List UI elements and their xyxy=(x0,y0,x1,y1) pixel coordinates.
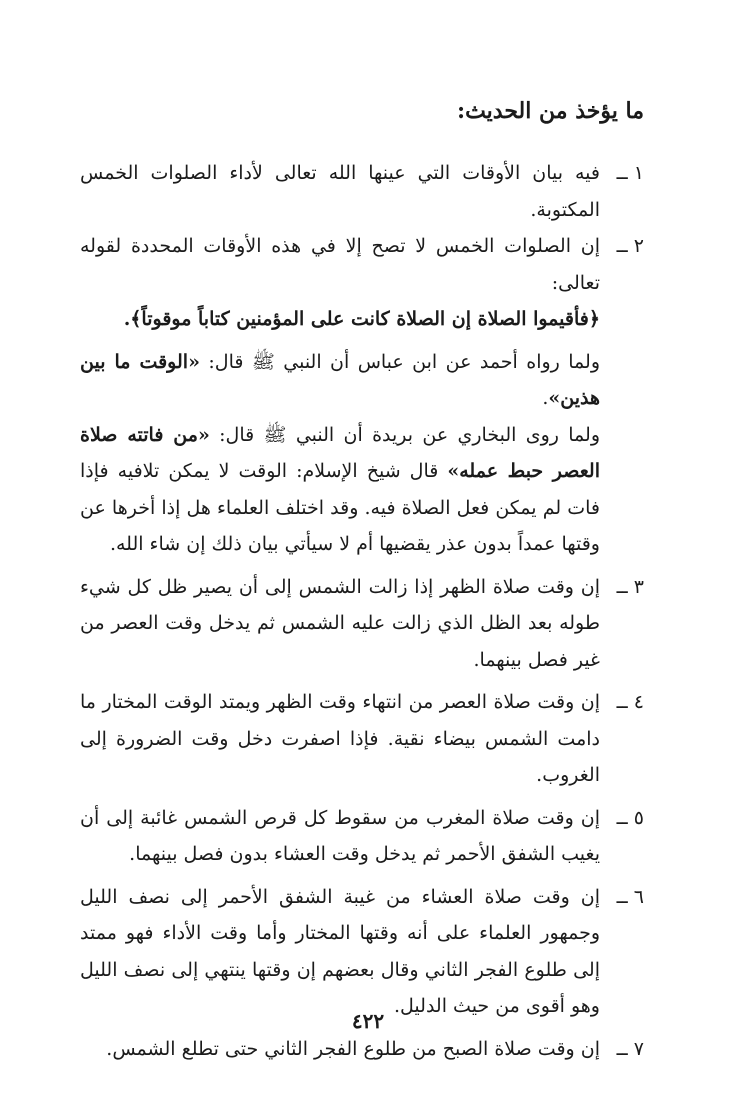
page-number: ٤٢٢ xyxy=(351,1009,385,1033)
list-item-4 xyxy=(80,684,644,794)
item-number: ٣ ــ xyxy=(616,575,644,598)
paragraph: إن الصلوات الخمس لا تصح إلا في هذه الأوقات المحددة لقوله تعالى: xyxy=(80,235,600,294)
item-text xyxy=(80,684,600,794)
paragraph: فيه بيان الأوقات التي عينها الله تعالى لأداء الصلوات الخمس المكتوبة. xyxy=(80,162,600,221)
list-item-1 xyxy=(80,155,644,228)
hadith-quote: «الوقت ما بين هذين» xyxy=(80,350,600,409)
section-heading: ما يؤخذ من الحديث: xyxy=(456,98,644,124)
item-text xyxy=(80,879,600,1025)
hadith-paragraph-bukhari xyxy=(80,417,600,563)
points-list xyxy=(80,155,644,1067)
item-text xyxy=(80,155,600,228)
hadith-quote: «من فاتته صلاة العصر حبط عمله» xyxy=(80,423,600,482)
hadith-end: . xyxy=(542,387,549,409)
item-text xyxy=(80,569,600,679)
paragraph: إن وقت صلاة المغرب من سقوط كل قرص الشمس غائبة إلى أن يغيب الشفق الأحمر ثم يدخل وقت العشاء بدون فصل بينهما. xyxy=(80,806,600,865)
paragraph: إن وقت صلاة العصر من انتهاء وقت الظهر ويمتد الوقت المختار ما دامت الشمس بيضاء نقية. فإذا اصفرت دخل وقت الضرورة إلى الغروب. xyxy=(80,691,600,786)
quran-verse: ﴿فأقيموا الصلاة إن الصلاة كانت على المؤمنين كتاباً موقوتاً﴾. xyxy=(123,308,600,330)
item-number: ٧ ــ xyxy=(616,1037,644,1060)
paragraph: إن وقت صلاة الصبح من طلوع الفجر الثاني حتى تطلع الشمس. xyxy=(106,1037,600,1060)
item-text xyxy=(80,228,600,563)
paragraph: إن وقت صلاة العشاء من غيبة الشفق الأحمر إلى نصف الليل وجمهور العلماء على أنه وقتها المختار وأما وقت الأداء فهو ممتد إلى طلوع الفجر الثاني وقال بعضهم إن وقتها ينتهي إلى نصف الليل وهو أقوى من حيث الدليل. xyxy=(80,885,600,1017)
commentary: قال شيخ الإسلام: الوقت لا يمكن تلافيه فإذا فات لم يمكن فعل الصلاة فيه. وقد اختلف العلماء هل إذا أخرها عن وقتها عمداً بدون عذر يقضيها أم لا سيأتي بيان ذلك إن شاء الله. xyxy=(80,460,600,555)
list-item-3 xyxy=(80,569,644,679)
item-number: ٤ ــ xyxy=(616,691,644,713)
list-item-5 xyxy=(80,800,644,873)
item-text xyxy=(80,800,600,873)
paragraph: إن وقت صلاة الظهر إذا زالت الشمس إلى أن يصير ظل كل شيء طوله بعد الظل الذي زالت عليه الشمس ثم يدخل وقت العصر من غير فصل بينهما. xyxy=(80,575,600,671)
item-number: ٥ ــ xyxy=(616,806,644,829)
hadith-paragraph-ahmad xyxy=(80,344,600,417)
list-item-6 xyxy=(80,879,644,1025)
hadith-intro: ولما روى البخاري عن بريدة أن النبي ﷺ قال: xyxy=(209,423,601,446)
item-number: ١ ــ xyxy=(616,162,644,184)
hadith-intro: ولما رواه أحمد عن ابن عباس أن النبي ﷺ قال: xyxy=(199,350,600,373)
list-item-2 xyxy=(80,228,644,563)
item-number: ٢ ــ xyxy=(616,235,644,257)
item-number: ٦ ــ xyxy=(616,885,644,908)
